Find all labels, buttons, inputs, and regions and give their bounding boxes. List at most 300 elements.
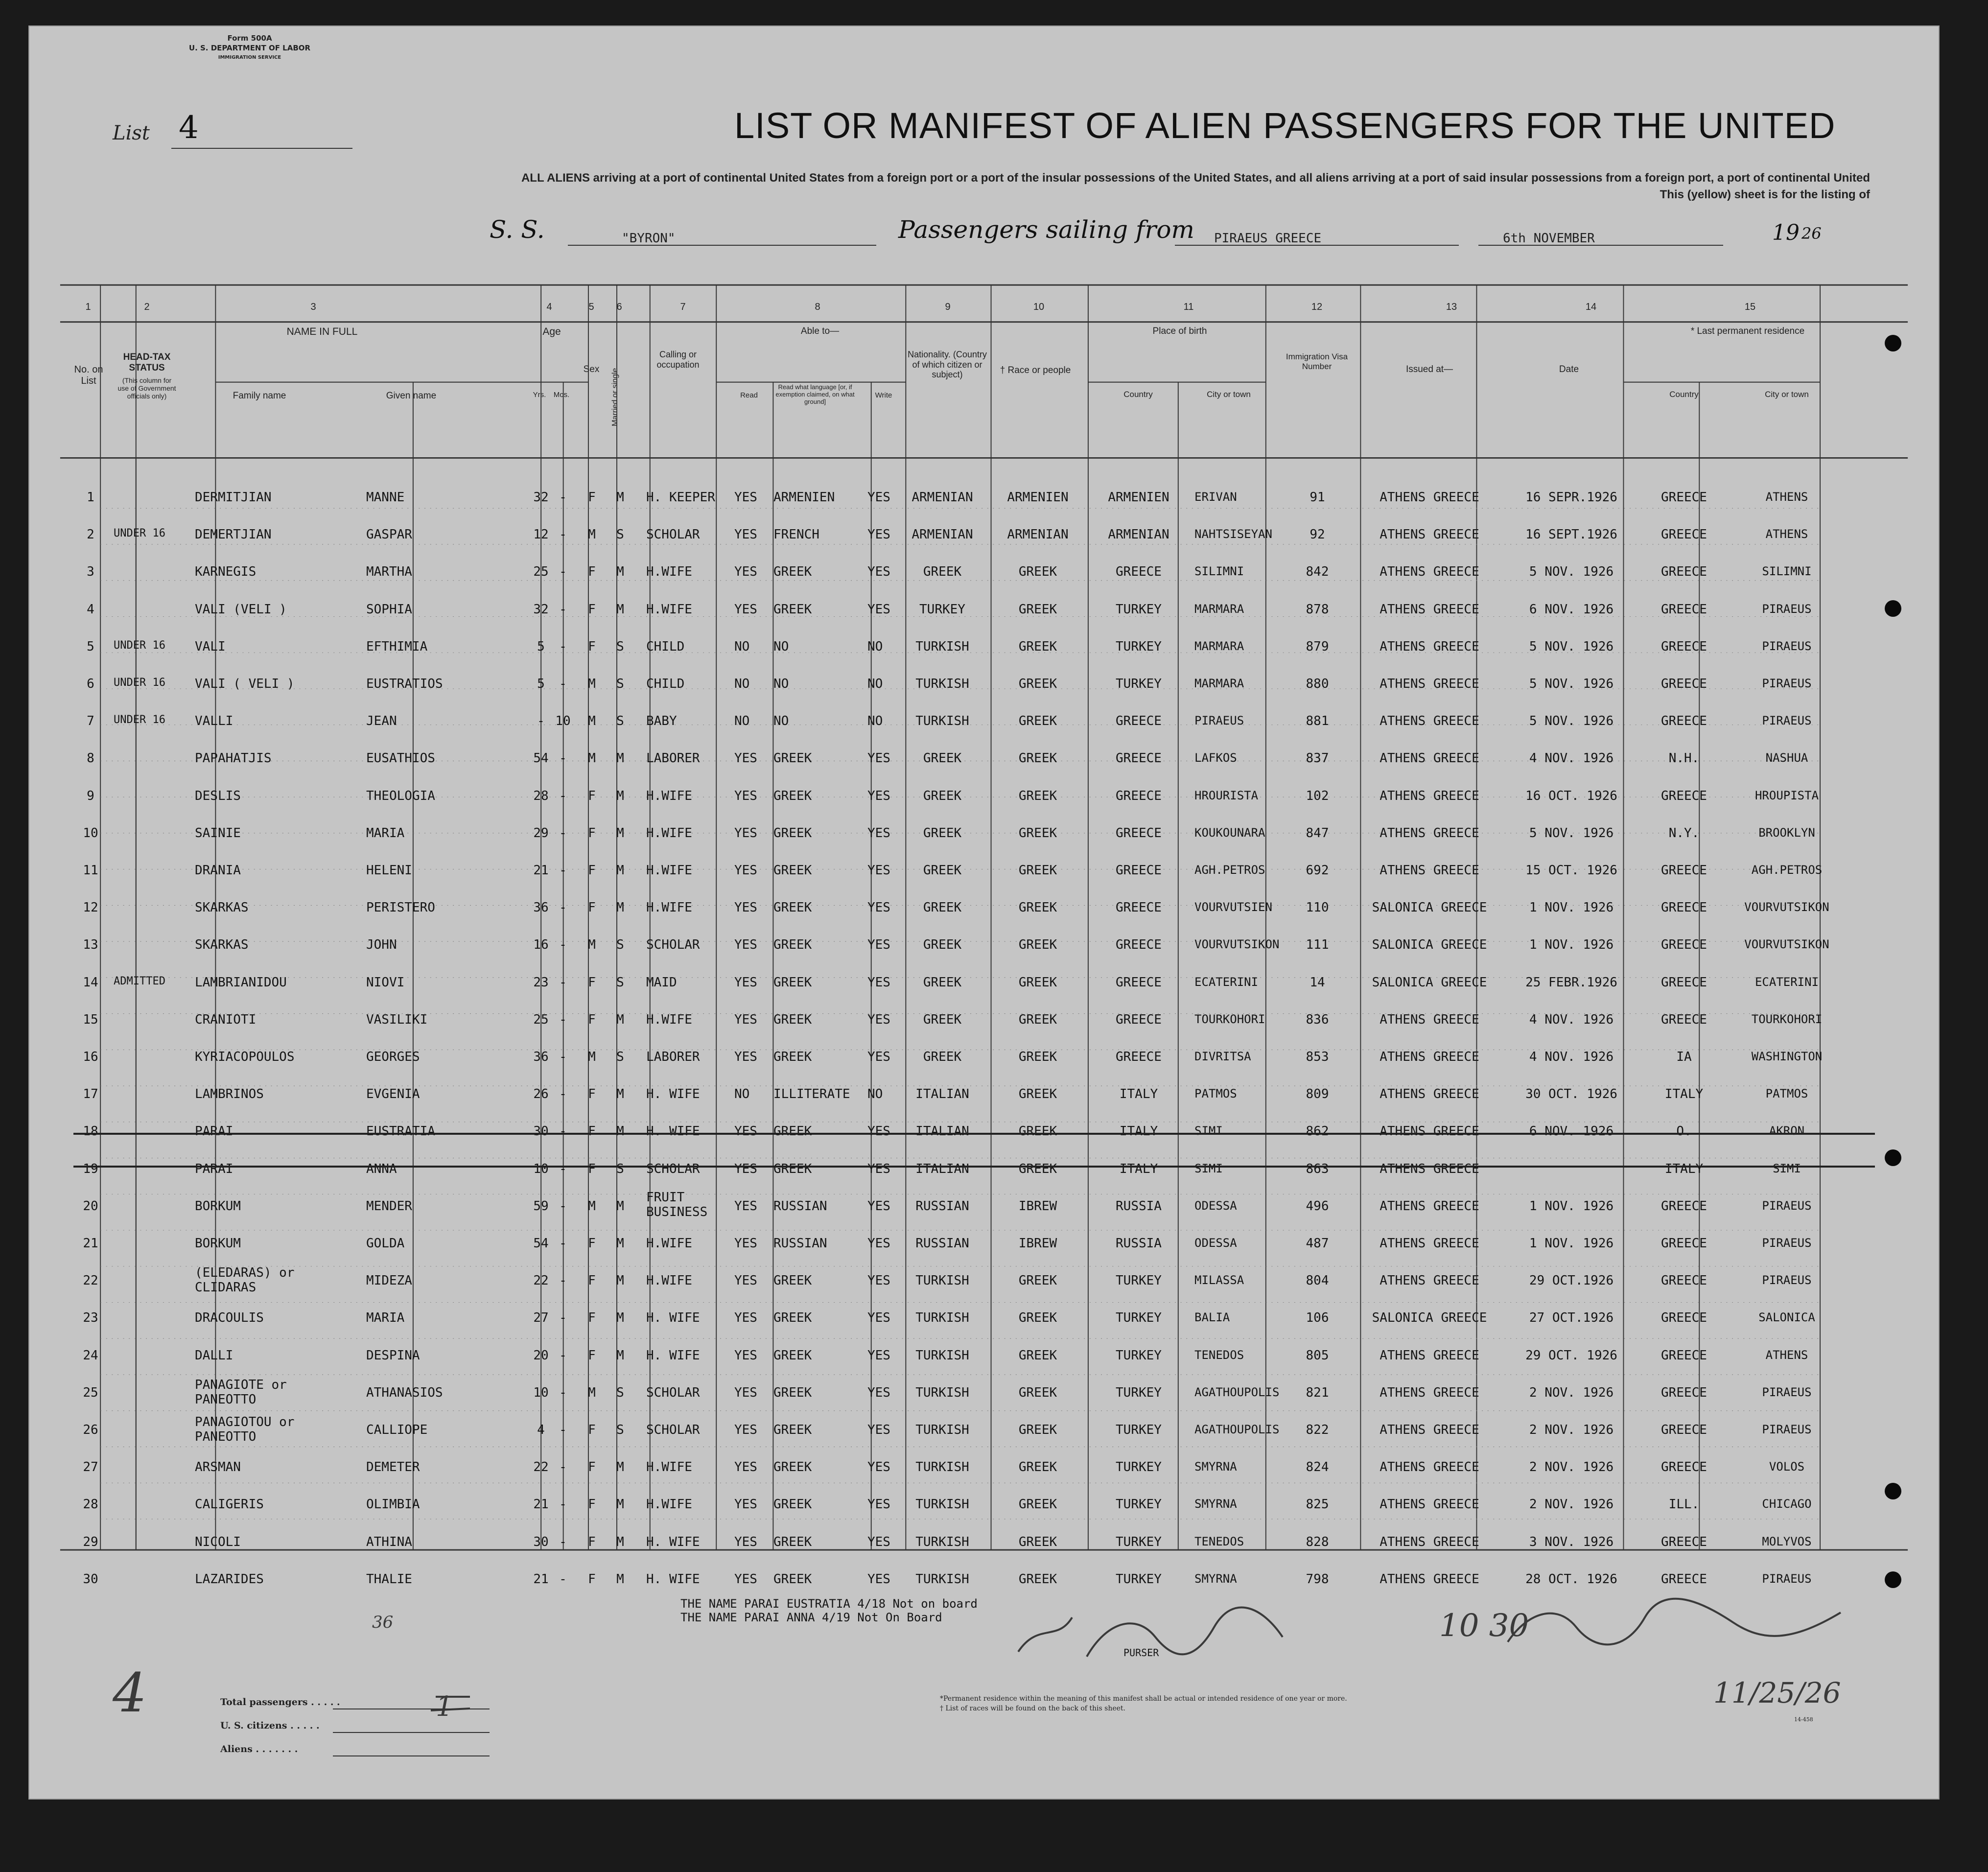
row-number: 27: [83, 1460, 98, 1475]
race: GREEK: [1018, 975, 1057, 990]
row-number: 15: [83, 1012, 98, 1027]
read-language: RUSSIAN: [773, 1236, 827, 1251]
issued-at: ATHENS GREECE: [1380, 1161, 1479, 1176]
row-number: 18: [83, 1124, 98, 1139]
visa-date: 1 NOV. 1926: [1529, 1236, 1614, 1251]
race: GREEK: [1018, 751, 1057, 766]
residence-city: PIRAEUS: [1762, 714, 1812, 728]
age-years: 12: [533, 527, 549, 542]
occupation: H.WIFE: [646, 564, 692, 580]
residence-city: SIMI: [1773, 1161, 1801, 1175]
visa-number: 878: [1306, 602, 1329, 617]
visa-date: 4 NOV. 1926: [1529, 751, 1614, 766]
hdr-no: No. on List: [74, 364, 103, 386]
can-write: YES: [867, 825, 890, 841]
age-years: 30: [533, 1534, 549, 1549]
race: GREEK: [1018, 602, 1057, 617]
residence-city: PIRAEUS: [1762, 1198, 1812, 1213]
visa-number: 106: [1306, 1310, 1329, 1326]
sex: F: [588, 1310, 596, 1326]
residence-city: VOURVUTSIKON: [1744, 937, 1829, 952]
can-read: YES: [734, 825, 757, 841]
can-read: YES: [734, 1571, 757, 1587]
sex: F: [588, 1571, 596, 1587]
column-number: 10: [1033, 302, 1045, 312]
nationality: TURKISH: [915, 1273, 969, 1288]
family-name: SKARKAS: [195, 937, 249, 953]
can-write: NO: [867, 677, 883, 691]
given-name: EVGENIA: [366, 1087, 420, 1102]
hdr-visa: Immigration Visa Number: [1286, 352, 1348, 371]
can-read: YES: [734, 751, 757, 766]
issued-at: ATHENS GREECE: [1380, 1571, 1479, 1587]
row-number: 12: [83, 900, 98, 915]
row-number: 19: [83, 1161, 98, 1176]
visa-date: 15 OCT. 1926: [1525, 863, 1617, 878]
marital-status: M: [616, 863, 624, 878]
given-name: JEAN: [366, 714, 397, 729]
occupation: H. WIFE: [646, 1087, 700, 1102]
hdr-name: NAME IN FULL: [286, 326, 358, 337]
hdr-head-tax-note: (This column for use of Government officials only): [117, 376, 176, 400]
visa-date: 16 OCT. 1926: [1525, 788, 1617, 803]
residence-city: ECATERINI: [1754, 975, 1819, 989]
read-language: GREEK: [773, 1050, 812, 1064]
column-number: 11: [1183, 302, 1194, 312]
can-write: NO: [867, 639, 883, 654]
race: GREEK: [1018, 900, 1057, 915]
column-number: 1: [85, 302, 91, 312]
given-name: MARIA: [366, 1310, 405, 1326]
residence-country: GREECE: [1661, 900, 1707, 915]
can-read: NO: [734, 714, 750, 729]
hdr-yrs: Yrs.: [533, 391, 546, 399]
residence-city: SALONICA: [1758, 1310, 1815, 1325]
can-read: YES: [734, 1497, 757, 1512]
birth-city: SILIMNI: [1194, 564, 1244, 579]
footnote-races: † List of races will be found on the back of this sheet.: [940, 1705, 1125, 1712]
birth-country: TURKEY: [1116, 677, 1162, 691]
can-write: YES: [867, 788, 890, 803]
age-months: -: [559, 1236, 567, 1251]
column-number: 12: [1311, 302, 1323, 312]
read-language: GREEK: [773, 1310, 812, 1326]
family-name: SAINIE: [195, 825, 241, 841]
birth-city: LAFKOS: [1194, 751, 1237, 765]
nationality: ARMENIAN: [912, 490, 973, 505]
form-number: Form 500A U. S. DEPARTMENT OF LABOR IMMIGRATION SERVICE: [188, 34, 311, 60]
row-number: 8: [87, 751, 94, 766]
age-years: 36: [533, 900, 549, 915]
family-name: BORKUM: [195, 1198, 241, 1214]
sex: F: [588, 1087, 596, 1102]
age-months: -: [559, 490, 567, 505]
column-number: 15: [1744, 302, 1756, 312]
birth-city: MILASSA: [1194, 1273, 1244, 1287]
footnote-residence: *Permanent residence within the meaning of this manifest shall be actual or intended residence of one year or more.: [940, 1695, 1347, 1703]
family-name: LAMBRIANIDOU: [195, 975, 287, 990]
residence-city: PIRAEUS: [1762, 677, 1812, 690]
read-language: GREEK: [773, 900, 812, 915]
issued-at: ATHENS GREECE: [1380, 602, 1479, 617]
read-language: GREEK: [773, 564, 812, 580]
occupation: SCHOLAR: [646, 527, 700, 542]
punch-hole: [1885, 335, 1901, 351]
sex: F: [588, 1460, 596, 1475]
read-language: NO: [773, 677, 789, 691]
sex: M: [588, 527, 596, 542]
race: GREEK: [1018, 1460, 1057, 1475]
purser-label: PURSER: [1123, 1647, 1159, 1659]
residence-country: GREECE: [1661, 1534, 1707, 1549]
can-read: YES: [734, 937, 757, 953]
occupation: LABORER: [646, 1050, 700, 1064]
visa-number: 91: [1310, 490, 1325, 505]
issued-at: ATHENS GREECE: [1380, 1087, 1479, 1102]
hdr-calling: Calling or occupation: [656, 350, 700, 370]
residence-city: PIRAEUS: [1762, 639, 1812, 653]
can-read: YES: [734, 1161, 757, 1176]
can-write: YES: [867, 975, 890, 990]
visa-date: 5 NOV. 1926: [1529, 677, 1614, 691]
visa-number: 881: [1306, 714, 1329, 729]
can-write: YES: [867, 1460, 890, 1475]
marital-status: S: [616, 714, 624, 729]
sex: M: [588, 1385, 596, 1400]
sex: M: [588, 677, 596, 691]
can-read: YES: [734, 1385, 757, 1400]
age-years: 36: [533, 1050, 549, 1064]
birth-city: MARMARA: [1194, 677, 1244, 690]
row-number: 30: [83, 1571, 98, 1587]
nationality: TURKEY: [919, 602, 965, 617]
visa-date: 16 SEPT.1926: [1525, 527, 1617, 542]
sex: F: [588, 1012, 596, 1027]
column-number: 2: [144, 302, 150, 312]
occupation: H.WIFE: [646, 1012, 692, 1027]
can-read: YES: [734, 1534, 757, 1549]
visa-number: 496: [1306, 1198, 1329, 1214]
read-language: GREEK: [773, 1385, 812, 1400]
handwritten-side-mark: 36: [372, 1613, 394, 1632]
nationality: GREEK: [923, 937, 962, 953]
visa-date: 16 SEPR.1926: [1525, 490, 1617, 505]
race: GREEK: [1018, 1423, 1057, 1437]
can-write: YES: [867, 1348, 890, 1363]
handwritten-date: 11/25/26: [1713, 1676, 1841, 1709]
residence-country: GREECE: [1661, 1423, 1707, 1437]
given-name: GASPAR: [366, 527, 412, 542]
visa-date: 29 OCT. 1926: [1525, 1348, 1617, 1363]
birth-country: TURKEY: [1116, 1385, 1162, 1400]
row-number: 16: [83, 1050, 98, 1064]
residence-city: PIRAEUS: [1762, 1423, 1812, 1436]
age-years: 22: [533, 1273, 549, 1288]
age-months: -: [559, 1012, 567, 1027]
visa-date: 4 NOV. 1926: [1529, 1012, 1614, 1027]
residence-country: GREECE: [1661, 1310, 1707, 1326]
family-name: CALIGERIS: [195, 1497, 264, 1512]
list-label: List: [113, 122, 150, 144]
can-write: YES: [867, 900, 890, 915]
can-read: YES: [734, 1423, 757, 1437]
race: GREEK: [1018, 1087, 1057, 1102]
read-language: GREEK: [773, 1534, 812, 1549]
nationality: GREEK: [923, 751, 962, 766]
given-name: OLIMBIA: [366, 1497, 420, 1512]
visa-number: 836: [1306, 1012, 1329, 1027]
age-years: 27: [533, 1310, 549, 1326]
visa-date: 2 NOV. 1926: [1529, 1460, 1614, 1475]
family-name: PANAGIOTOU or PANEOTTO: [195, 1415, 295, 1444]
race: GREEK: [1018, 825, 1057, 841]
occupation: CHILD: [646, 677, 685, 691]
occupation: H.WIFE: [646, 863, 692, 878]
birth-country: GREECE: [1116, 1012, 1162, 1027]
marital-status: M: [616, 1273, 624, 1288]
birth-city: PIRAEUS: [1194, 714, 1244, 728]
birth-country: GREECE: [1116, 975, 1162, 990]
birth-country: ITALY: [1119, 1087, 1158, 1102]
footnote-code: 14-458: [1794, 1716, 1813, 1723]
age-months: -: [559, 1087, 567, 1102]
family-name: (ELEDARAS) or CLIDARAS: [195, 1265, 295, 1295]
can-read: YES: [734, 1460, 757, 1475]
nationality: RUSSIAN: [915, 1236, 969, 1251]
race: GREEK: [1018, 1385, 1057, 1400]
visa-number: 828: [1306, 1534, 1329, 1549]
issued-at: ATHENS GREECE: [1380, 1423, 1479, 1437]
punch-hole: [1885, 1571, 1901, 1588]
age-months: -: [559, 1198, 567, 1214]
age-months: -: [559, 863, 567, 878]
residence-country: GREECE: [1661, 490, 1707, 505]
can-write: YES: [867, 751, 890, 766]
sex: F: [588, 825, 596, 841]
age-months: -: [559, 1348, 567, 1363]
row-number: 24: [83, 1348, 98, 1363]
residence-country: GREECE: [1661, 527, 1707, 542]
residence-country: GREECE: [1661, 714, 1707, 729]
birth-city: SMYRNA: [1194, 1460, 1237, 1474]
issued-at: ATHENS GREECE: [1380, 1198, 1479, 1214]
nationality: RUSSIAN: [915, 1198, 969, 1214]
visa-number: 824: [1306, 1460, 1329, 1475]
residence-city: AGH.PETROS: [1751, 863, 1823, 877]
marital-status: M: [616, 788, 624, 803]
visa-date: 1 NOV. 1926: [1529, 900, 1614, 915]
nationality: TURKISH: [915, 1497, 969, 1512]
birth-country: GREECE: [1116, 863, 1162, 878]
row-number: 1: [87, 490, 94, 505]
sex: F: [588, 863, 596, 878]
occupation: H.WIFE: [646, 1236, 692, 1251]
handwritten-total: 1: [436, 1691, 453, 1723]
issued-at: ATHENS GREECE: [1380, 1273, 1479, 1288]
column-number: 13: [1446, 302, 1457, 312]
age-months: -: [559, 1050, 567, 1064]
read-language: ARMENIEN: [773, 490, 835, 505]
residence-city: TOURKOHORI: [1751, 1012, 1823, 1026]
age-months: -: [559, 788, 567, 803]
given-name: SOPHIA: [366, 602, 412, 617]
given-name: ATHANASIOS: [366, 1385, 443, 1400]
column-number: 4: [546, 302, 552, 312]
occupation: H.WIFE: [646, 900, 692, 915]
age-years: 4: [537, 1423, 545, 1437]
can-read: NO: [734, 677, 750, 691]
residence-country: GREECE: [1661, 1012, 1707, 1027]
can-read: YES: [734, 602, 757, 617]
residence-city: NASHUA: [1765, 751, 1808, 765]
residence-country: GREECE: [1661, 1460, 1707, 1475]
nationality: ITALIAN: [915, 1161, 969, 1176]
marital-status: M: [616, 1124, 624, 1139]
given-name: JOHN: [366, 937, 397, 953]
column-number: 8: [815, 302, 820, 312]
read-language: GREEK: [773, 1460, 812, 1475]
residence-city: BROOKLYN: [1758, 825, 1815, 840]
hdr-issued: Issued at—: [1405, 364, 1453, 374]
aliens-label: Aliens . . . . . . .: [220, 1744, 298, 1755]
row-number: 23: [83, 1310, 98, 1326]
hdr-family: Family name: [233, 391, 286, 401]
birth-country: RUSSIA: [1116, 1236, 1162, 1251]
age-months: -: [559, 1571, 567, 1587]
residence-city: CHICAGO: [1762, 1497, 1812, 1511]
marital-status: S: [616, 639, 624, 654]
occupation: H.WIFE: [646, 1273, 692, 1288]
issued-at: SALONICA GREECE: [1372, 1310, 1487, 1326]
age-months: -: [559, 975, 567, 990]
column-number: 7: [680, 302, 686, 312]
marital-status: M: [616, 1310, 624, 1326]
nationality: TURKISH: [915, 1534, 969, 1549]
hdr-read: Read: [740, 391, 758, 399]
birth-city: BALIA: [1194, 1310, 1230, 1325]
family-name: KYRIACOPOULOS: [195, 1050, 295, 1064]
sex: M: [588, 1050, 596, 1064]
nationality: TURKISH: [915, 1423, 969, 1437]
birth-country: ITALY: [1119, 1124, 1158, 1139]
family-name: DERMITJIAN: [195, 490, 272, 505]
nationality: TURKISH: [915, 714, 969, 729]
race: GREEK: [1018, 1161, 1057, 1176]
port-of-departure: PIRAEUS GREECE: [1214, 231, 1322, 246]
age-months: -: [559, 527, 567, 542]
given-name: MIDEZA: [366, 1273, 412, 1288]
age-years: 20: [533, 1348, 549, 1363]
race: GREEK: [1018, 1012, 1057, 1027]
age-years: 10: [533, 1161, 549, 1176]
marital-status: M: [616, 751, 624, 766]
residence-city: PIRAEUS: [1762, 1571, 1812, 1586]
column-number: 3: [310, 302, 316, 312]
birth-city: ECATERINI: [1194, 975, 1259, 989]
marital-status: M: [616, 1534, 624, 1549]
residence-country: O.: [1676, 1124, 1692, 1139]
sailing-label: Passengers sailing from: [898, 215, 1194, 244]
marital-status: S: [616, 937, 624, 953]
birth-city: MARMARA: [1194, 602, 1244, 616]
age-years: 32: [533, 490, 549, 505]
age-years: 21: [533, 1571, 549, 1587]
given-name: DESPINA: [366, 1348, 420, 1363]
birth-city: MARMARA: [1194, 639, 1244, 653]
issued-at: ATHENS GREECE: [1380, 1348, 1479, 1363]
marital-status: S: [616, 1423, 624, 1437]
can-read: NO: [734, 639, 750, 654]
birth-city: SMYRNA: [1194, 1571, 1237, 1586]
hdr-r-city: City or town: [1765, 390, 1809, 399]
can-write: YES: [867, 1385, 890, 1400]
occupation: H. WIFE: [646, 1571, 700, 1587]
visa-number: 110: [1306, 900, 1329, 915]
birth-city: KOUKOUNARA: [1194, 825, 1265, 840]
birth-country: ARMENIEN: [1108, 490, 1169, 505]
residence-city: HROUPISTA: [1754, 788, 1819, 802]
birth-city: ODESSA: [1194, 1236, 1237, 1250]
marital-status: M: [616, 900, 624, 915]
can-write: YES: [867, 1273, 890, 1288]
race: GREEK: [1018, 1050, 1057, 1064]
family-name: VALLI: [195, 714, 234, 729]
visa-number: 487: [1306, 1236, 1329, 1251]
can-read: YES: [734, 863, 757, 878]
punch-hole: [1885, 600, 1901, 617]
birth-country: GREECE: [1116, 788, 1162, 803]
birth-country: GREECE: [1116, 900, 1162, 915]
given-name: MARTHA: [366, 564, 412, 580]
given-name: MANNE: [366, 490, 405, 505]
nationality: GREEK: [923, 900, 962, 915]
year-suffix: 26: [1801, 224, 1822, 243]
column-number: 14: [1585, 302, 1597, 312]
can-read: YES: [734, 900, 757, 915]
visa-number: 102: [1306, 788, 1329, 803]
occupation: H.WIFE: [646, 1460, 692, 1475]
given-name: EUSATHIOS: [366, 751, 435, 766]
residence-country: GREECE: [1661, 602, 1707, 617]
given-name: GEORGES: [366, 1050, 420, 1064]
age-months: -: [559, 937, 567, 953]
head-tax-status: UNDER 16: [114, 639, 165, 652]
birth-country: TURKEY: [1116, 1571, 1162, 1587]
row-number: 22: [83, 1273, 98, 1288]
given-name: VASILIKI: [366, 1012, 428, 1027]
marital-status: M: [616, 1348, 624, 1363]
visa-number: 111: [1306, 937, 1329, 953]
age-months: -: [559, 602, 567, 617]
marital-status: M: [616, 1012, 624, 1027]
age-months: -: [559, 639, 567, 654]
residence-city: PATMOS: [1765, 1087, 1808, 1101]
sex: F: [588, 1423, 596, 1437]
birth-city: DIVRITSA: [1194, 1050, 1251, 1063]
age-months: -: [559, 1124, 567, 1139]
issued-at: SALONICA GREECE: [1372, 975, 1487, 990]
hdr-given: Given name: [386, 391, 437, 401]
hdr-b-country: Country: [1123, 390, 1153, 399]
age-months: -: [559, 677, 567, 691]
given-name: DEMETER: [366, 1460, 420, 1475]
hdr-b-city: City or town: [1207, 390, 1251, 399]
residence-country: IA: [1676, 1050, 1692, 1064]
visa-date: 3 NOV. 1926: [1529, 1534, 1614, 1549]
age-years: 16: [533, 937, 549, 953]
residence-city: ATHENS: [1765, 490, 1808, 504]
can-write: YES: [867, 1571, 890, 1587]
